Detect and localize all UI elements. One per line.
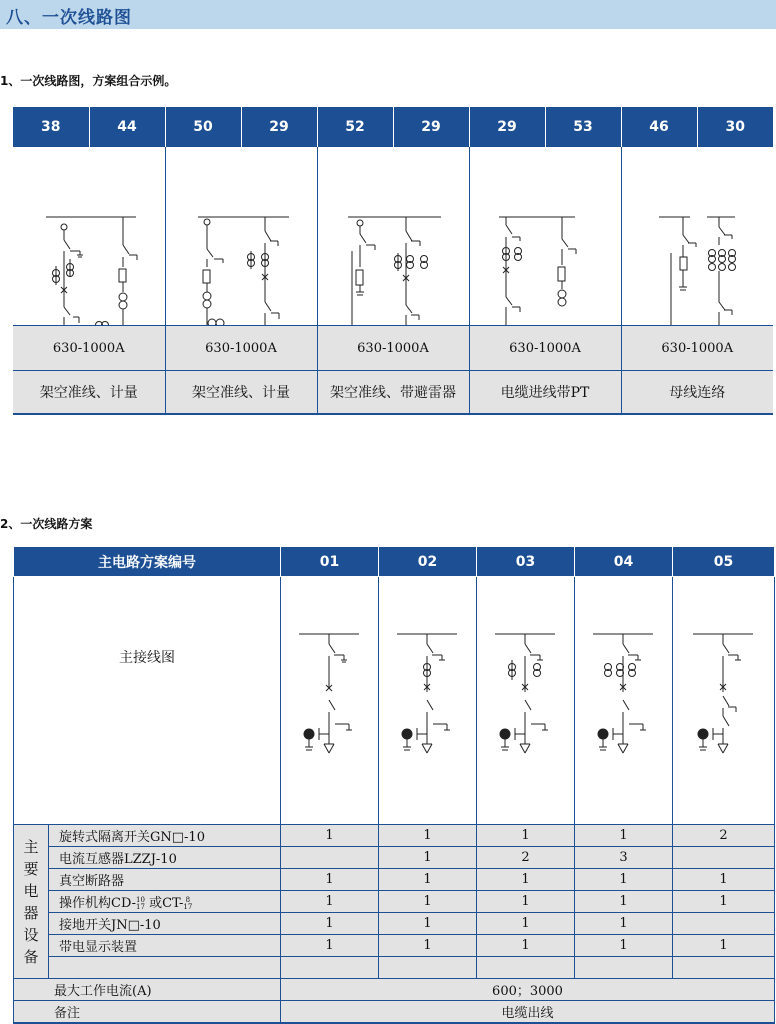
scheme-diagram-01 bbox=[281, 577, 379, 825]
equipment-qty: 3 bbox=[575, 847, 673, 869]
scheme-name-cell: 母线连络 bbox=[621, 371, 773, 415]
equipment-qty: 1 bbox=[281, 869, 379, 891]
equipment-qty bbox=[379, 957, 477, 979]
equipment-qty: 1 bbox=[477, 913, 575, 935]
equipment-qty: 1 bbox=[477, 891, 575, 913]
header-number: 46 bbox=[621, 107, 697, 147]
equipment-qty: 1 bbox=[673, 869, 775, 891]
equipment-qty: 1 bbox=[477, 935, 575, 957]
rating-cell: 630-1000A bbox=[469, 326, 621, 371]
equipment-qty: 1 bbox=[673, 935, 775, 957]
header-number: 29 bbox=[469, 107, 545, 147]
equipment-qty: 1 bbox=[379, 825, 477, 847]
equipment-qty: 1 bbox=[575, 935, 673, 957]
equipment-qty: 2 bbox=[477, 847, 575, 869]
scheme-number: 01 bbox=[281, 547, 379, 577]
section-title: 八、一次线路图 bbox=[6, 8, 132, 28]
scheme-diagram-03 bbox=[477, 577, 575, 825]
scheme-diagram-04 bbox=[575, 577, 673, 825]
circuit-diagram-3 bbox=[317, 147, 469, 326]
equipment-qty bbox=[281, 847, 379, 869]
scheme-combination-table bbox=[13, 107, 773, 415]
equipment-name: 真空断路器 bbox=[49, 869, 281, 891]
equipment-name: 接地开关JN□-10 bbox=[49, 913, 281, 935]
wiring-diagram-label: 主接线图 bbox=[14, 577, 281, 825]
equipment-qty: 1 bbox=[379, 935, 477, 957]
scheme-number: 03 bbox=[477, 547, 575, 577]
equipment-qty bbox=[575, 957, 673, 979]
header-number: 29 bbox=[241, 107, 317, 147]
primary-circuit-scheme-table bbox=[13, 547, 775, 1024]
remark-value: 电缆出线 bbox=[281, 1001, 775, 1024]
equipment-qty bbox=[673, 957, 775, 979]
equipment-qty: 1 bbox=[575, 913, 673, 935]
header-number: 50 bbox=[165, 107, 241, 147]
rating-cell: 630-1000A bbox=[165, 326, 317, 371]
equipment-qty: 1 bbox=[379, 891, 477, 913]
scheme-number: 05 bbox=[673, 547, 775, 577]
equipment-qty: 1 bbox=[575, 891, 673, 913]
equipment-qty: 1 bbox=[575, 825, 673, 847]
header-number: 44 bbox=[89, 107, 165, 147]
scheme-name-cell: 架空准线、计量 bbox=[165, 371, 317, 415]
header-number: 53 bbox=[545, 107, 621, 147]
header-number: 30 bbox=[697, 107, 773, 147]
equipment-qty: 1 bbox=[477, 825, 575, 847]
scheme-number-header: 主电路方案编号 bbox=[14, 547, 281, 577]
equipment-qty: 1 bbox=[379, 869, 477, 891]
scheme-diagram-05 bbox=[673, 577, 775, 825]
equipment-qty: 1 bbox=[673, 891, 775, 913]
rating-cell: 630-1000A bbox=[13, 326, 165, 371]
equipment-qty bbox=[477, 957, 575, 979]
scheme-name-cell: 电缆进线带PT bbox=[469, 371, 621, 415]
section-header-bar bbox=[0, 0, 776, 29]
equipment-name: 操作机构CD-10 17 或CT- 8 17 bbox=[49, 891, 281, 913]
part2-subtitle: 2、一次线路方案 bbox=[0, 517, 93, 531]
equipment-qty: 1 bbox=[281, 935, 379, 957]
equipment-name: 电流互感器LZZJ-10 bbox=[49, 847, 281, 869]
equipment-name bbox=[49, 957, 281, 979]
equipment-qty: 1 bbox=[281, 891, 379, 913]
circuit-diagram-5 bbox=[621, 147, 773, 326]
scheme-name-cell: 架空准线、计量 bbox=[13, 371, 165, 415]
scheme-diagram-02 bbox=[379, 577, 477, 825]
rating-cell: 630-1000A bbox=[317, 326, 469, 371]
equipment-qty bbox=[673, 913, 775, 935]
remark-label: 备注 bbox=[14, 1001, 281, 1024]
circuit-diagram-1 bbox=[13, 147, 165, 326]
circuit-diagram-4 bbox=[469, 147, 621, 326]
equipment-qty: 1 bbox=[281, 913, 379, 935]
equipment-qty: 1 bbox=[281, 825, 379, 847]
equipment-qty: 1 bbox=[477, 869, 575, 891]
max-current-value: 600；3000 bbox=[281, 979, 775, 1001]
main-equipment-group-label: 主 要 电 器 设 备 bbox=[14, 825, 49, 979]
circuit-diagram-2 bbox=[165, 147, 317, 326]
max-current-label: 最大工作电流(A) bbox=[14, 979, 281, 1001]
header-number: 38 bbox=[13, 107, 89, 147]
rating-cell: 630-1000A bbox=[621, 326, 773, 371]
scheme-number: 02 bbox=[379, 547, 477, 577]
equipment-qty bbox=[673, 847, 775, 869]
part1-subtitle: 1、一次线路图，方案组合示例。 bbox=[0, 74, 177, 88]
equipment-qty: 2 bbox=[673, 825, 775, 847]
equipment-name: 带电显示装置 bbox=[49, 935, 281, 957]
equipment-qty: 1 bbox=[379, 913, 477, 935]
header-number: 52 bbox=[317, 107, 393, 147]
scheme-number: 04 bbox=[575, 547, 673, 577]
header-number: 29 bbox=[393, 107, 469, 147]
scheme-name-cell: 架空准线、带避雷器 bbox=[317, 371, 469, 415]
equipment-qty: 1 bbox=[379, 847, 477, 869]
equipment-qty: 1 bbox=[575, 869, 673, 891]
equipment-name: 旋转式隔离开关GN□-10 bbox=[49, 825, 281, 847]
equipment-qty bbox=[281, 957, 379, 979]
